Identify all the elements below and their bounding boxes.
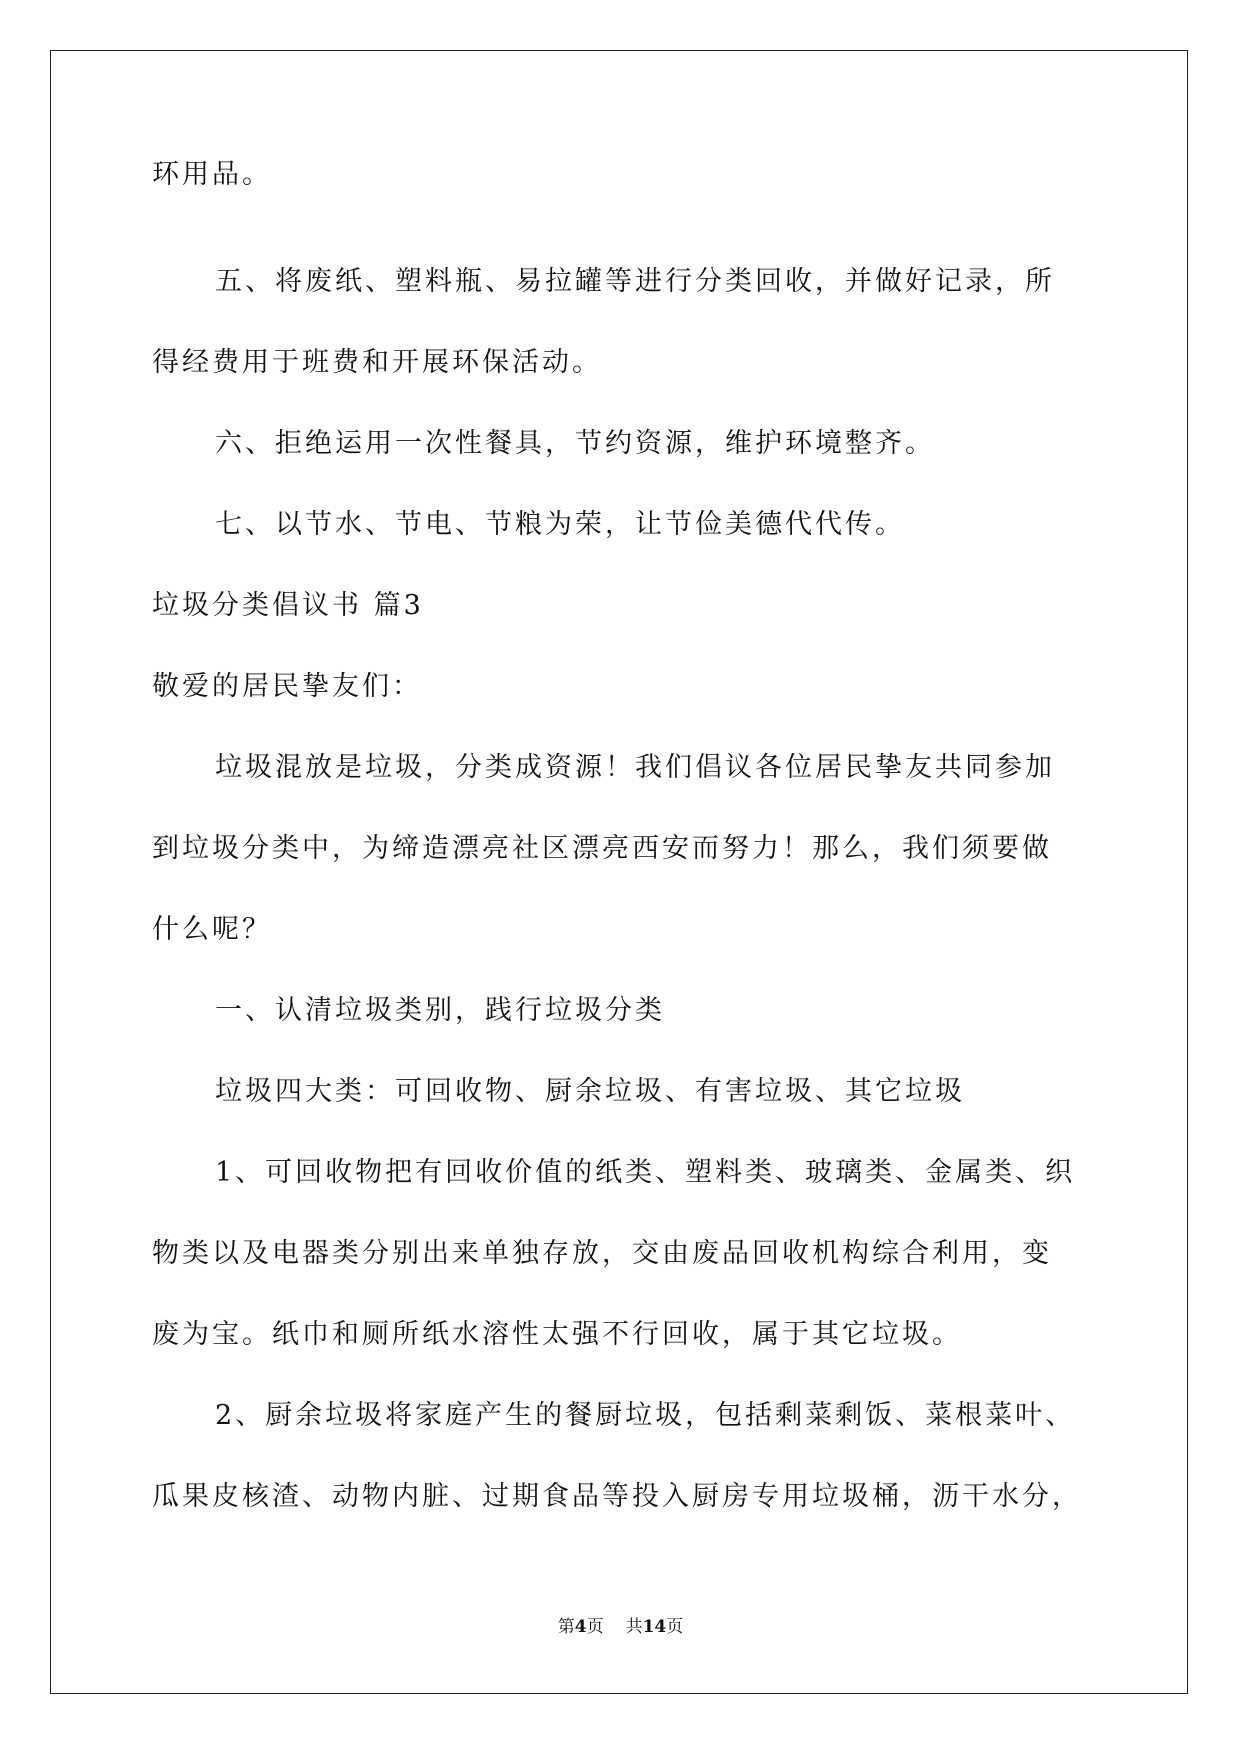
page-number: 4 <box>574 1617 587 1637</box>
paragraph: 垃圾四大类：可回收物、厨余垃圾、有害垃圾、其它垃圾 <box>215 1076 965 1107</box>
paragraph: 五、将废纸、塑料瓶、易拉罐等进行分类回收，并做好记录，所 <box>215 266 1055 297</box>
section-heading: 垃圾分类倡议书 篇3 <box>152 590 424 621</box>
document-body <box>152 160 1092 1537</box>
paragraph: 到垃圾分类中，为缔造漂亮社区漂亮西安而努力！那么，我们须要做 <box>152 833 1052 864</box>
footer-total-prefix: 共 <box>625 1617 643 1637</box>
paragraph: 得经费用于班费和开展环保活动。 <box>152 347 602 378</box>
paragraph: 环用品。 <box>152 159 272 190</box>
footer-prefix: 第 <box>557 1617 575 1637</box>
paragraph: 什么呢？ <box>152 914 272 945</box>
paragraph: 六、拒绝运用一次性餐具，节约资源，维护环境整齐。 <box>215 428 935 459</box>
paragraph: 七、以节水、节电、节粮为荣，让节俭美德代代传。 <box>215 509 905 540</box>
paragraph: 瓜果皮核渣、动物内脏、过期食品等投入厨房专用垃圾桶，沥干水分， <box>152 1481 1082 1512</box>
footer-total-suffix: 页 <box>666 1617 684 1637</box>
paragraph: 一、认清垃圾类别，践行垃圾分类 <box>215 995 665 1026</box>
total-pages: 14 <box>642 1617 667 1637</box>
paragraph: 垃圾混放是垃圾，分类成资源！我们倡议各位居民挚友共同参加 <box>215 752 1055 783</box>
paragraph: 物类以及电器类分别出来单独存放，交由废品回收机构综合利用，变 <box>152 1238 1052 1269</box>
salutation: 敬爱的居民挚友们： <box>152 671 422 702</box>
page-footer <box>0 1612 1241 1637</box>
paragraph: 2、厨余垃圾将家庭产生的餐厨垃圾，包括剩菜剩饭、菜根菜叶、 <box>215 1400 1076 1431</box>
footer-page-suffix: 页 <box>586 1617 604 1637</box>
paragraph: 废为宝。纸巾和厕所纸水溶性太强不行回收，属于其它垃圾。 <box>152 1319 962 1350</box>
paragraph: 1、可回收物把有回收价值的纸类、塑料类、玻璃类、金属类、织 <box>215 1157 1076 1188</box>
